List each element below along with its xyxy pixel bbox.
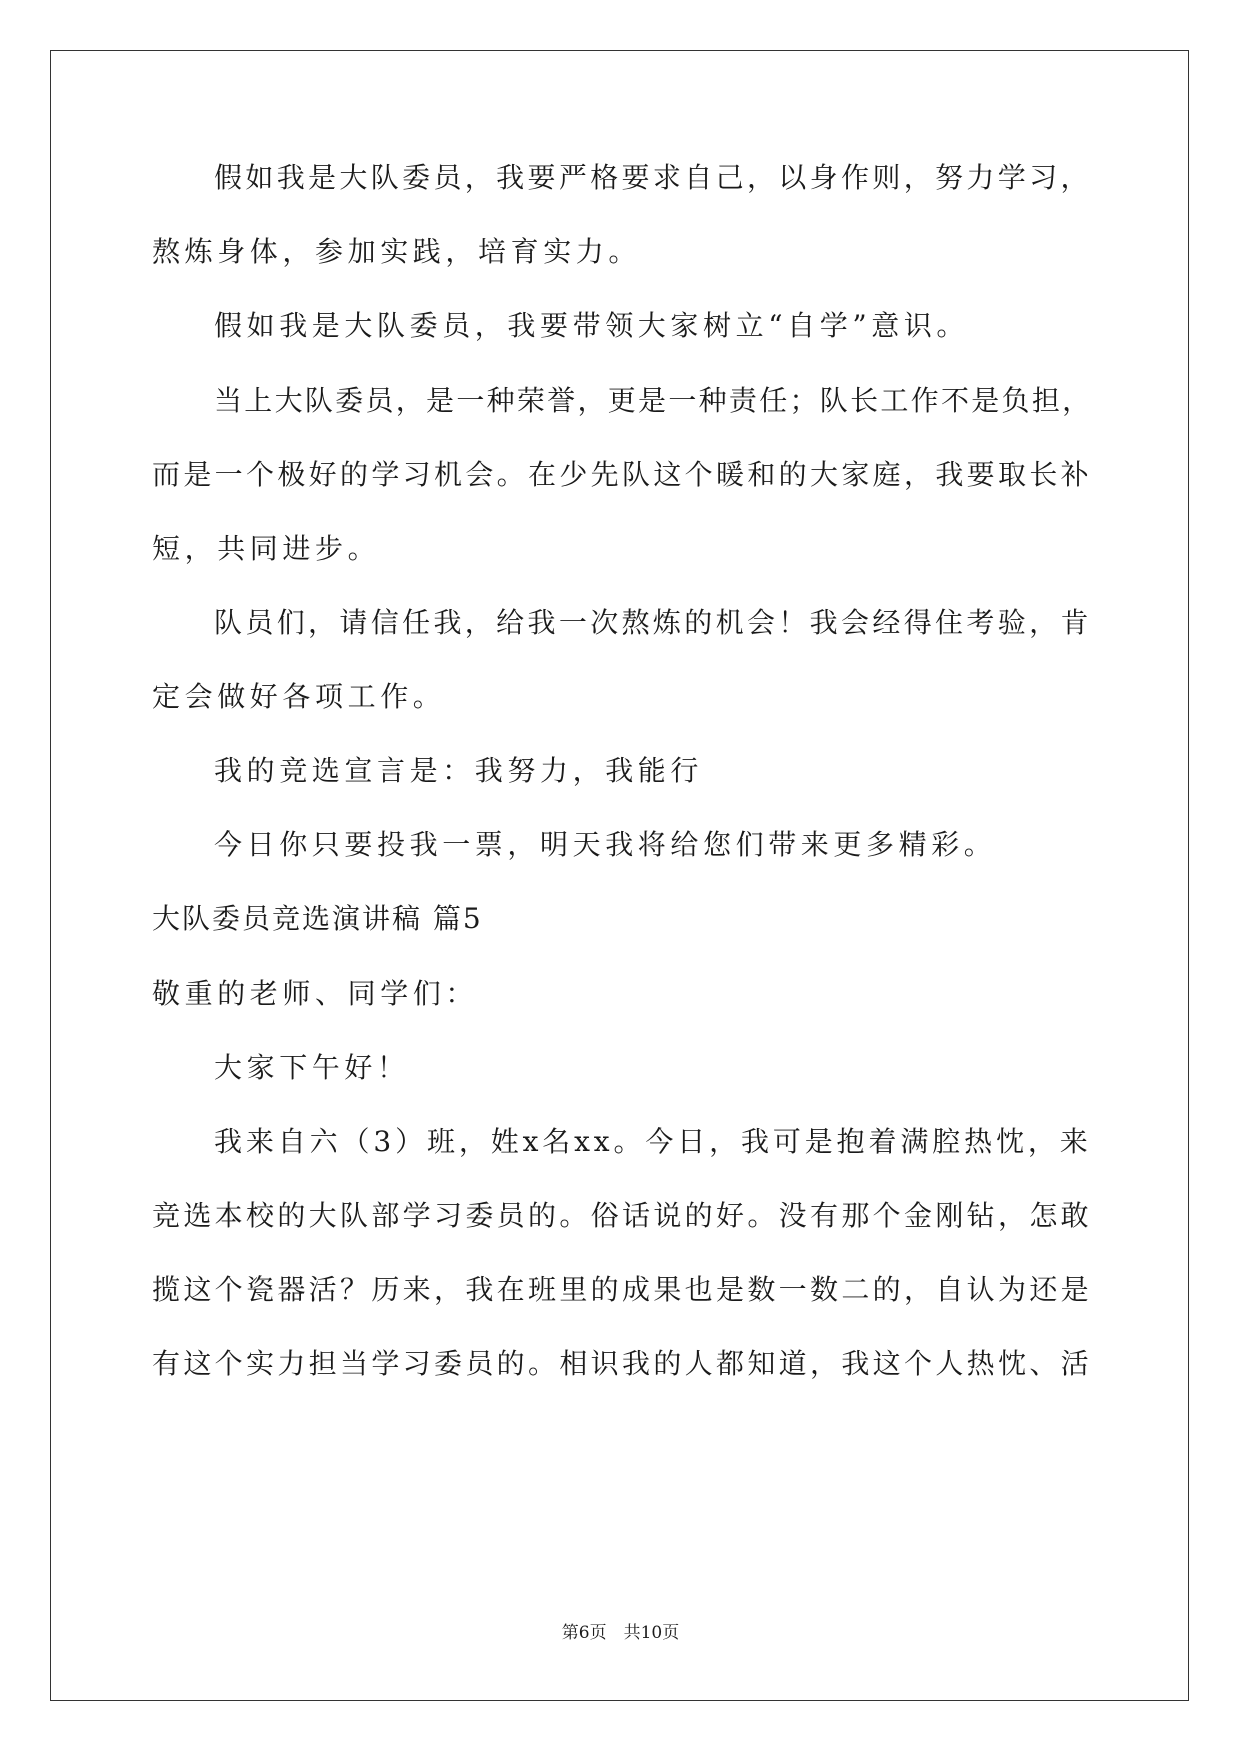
paragraph-line: 有这个实力担当学习委员的。相识我的人都知道，我这个人热忱、活 <box>152 1347 1093 1380</box>
paragraph-line: 队员们，请信任我，给我一次熬炼的机会！我会经得住考验，肯 <box>214 606 1092 639</box>
section-heading: 大队委员竞选演讲稿 篇5 <box>152 902 483 935</box>
paragraph-line: 假如我是大队委员，我要带领大家树立“自学”意识。 <box>214 309 970 342</box>
paragraph-line: 竞选本校的大队部学习委员的。俗话说的好。没有那个金刚钻，怎敢 <box>152 1199 1093 1232</box>
salutation: 敬重的老师、同学们： <box>152 977 479 1010</box>
page-border <box>50 50 1189 1701</box>
paragraph-line: 熬炼身体，参加实践，培育实力。 <box>152 235 642 268</box>
paragraph-line: 今日你只要投我一票，明天我将给您们带来更多精彩。 <box>214 828 997 861</box>
paragraph-line: 而是一个极好的学习机会。在少先队这个暖和的大家庭，我要取长补 <box>152 458 1093 491</box>
paragraph-line: 我来自六（3）班，姓x名xx。今日，我可是抱着满腔热忱，来 <box>214 1125 1092 1158</box>
paragraph-line: 短，共同进步。 <box>152 532 381 565</box>
paragraph-line: 定会做好各项工作。 <box>152 680 446 713</box>
page-footer <box>0 1622 1241 1644</box>
paragraph-line: 假如我是大队委员，我要严格要求自己，以身作则，努力学习， <box>214 161 1092 194</box>
page-number-label: 第6页 共10页 <box>561 1623 680 1643</box>
paragraph-line: 我的竞选宣言是：我努力，我能行 <box>214 754 704 787</box>
paragraph-line: 揽这个瓷器活？历来，我在班里的成果也是数一数二的，自认为还是 <box>152 1273 1093 1306</box>
paragraph-line: 当上大队委员，是一种荣誉，更是一种责任；队长工作不是负担， <box>214 384 1093 417</box>
greeting-line: 大家下午好！ <box>214 1051 410 1084</box>
